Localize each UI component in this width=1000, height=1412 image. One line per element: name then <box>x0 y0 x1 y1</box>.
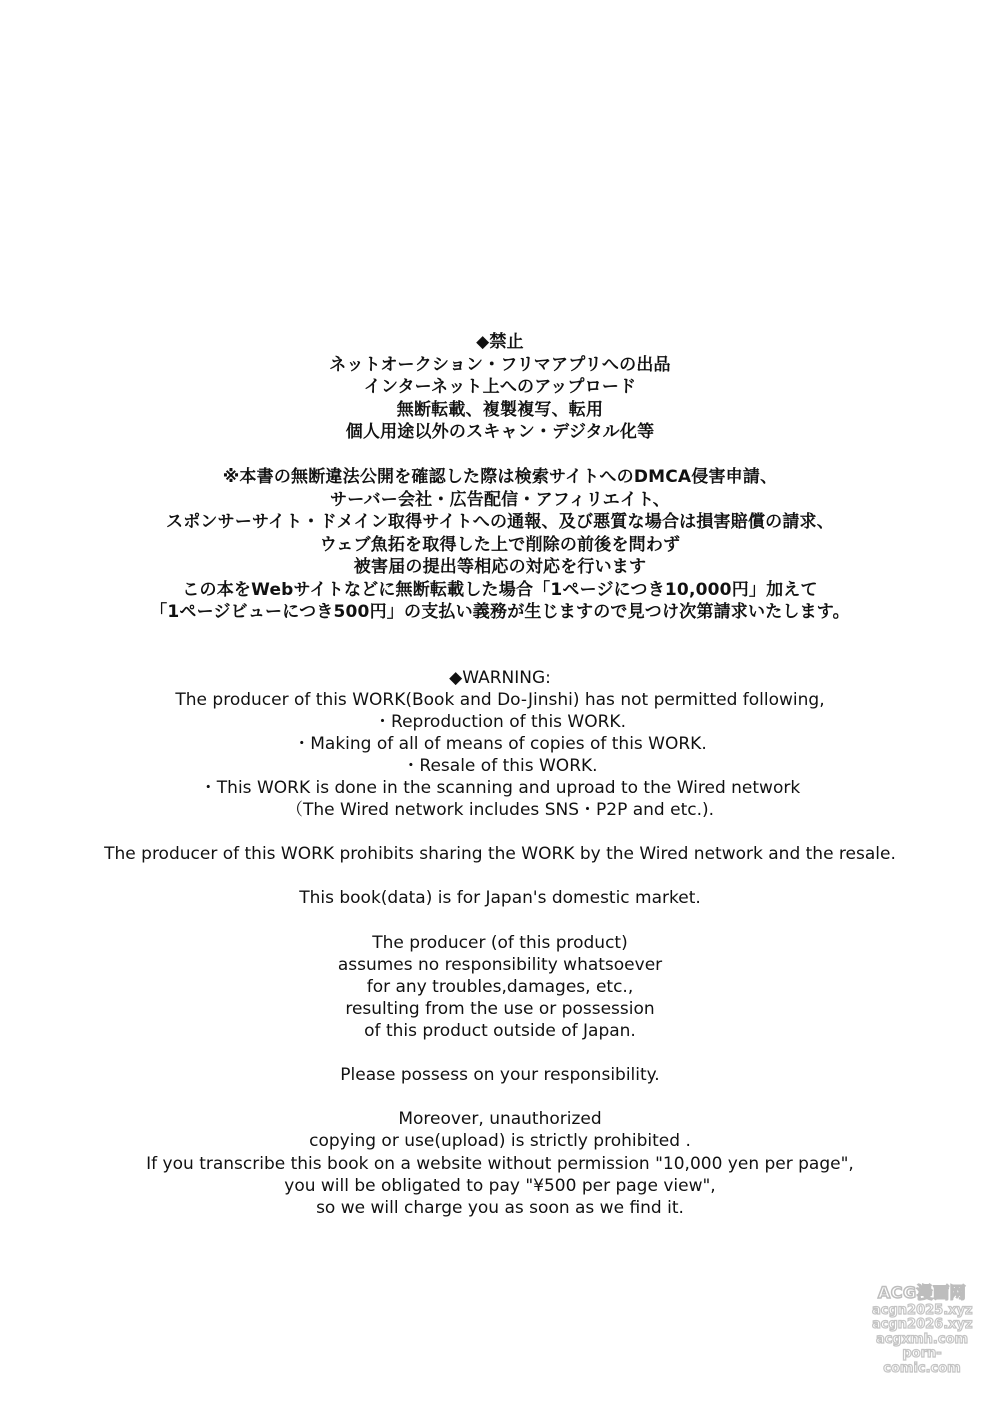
penalty-line: スポンサーサイト・ドメイン取得サイトへの通報、及び悪質な場合は損害賠償の請求、 <box>166 512 834 532</box>
moreover-line: If you transcribe this book on a website without permission "10,000 yen per page", <box>146 1153 854 1174</box>
spacer <box>0 910 1000 932</box>
prohibition-heading: ◆禁止 <box>476 332 524 352</box>
responsibility-line: of this product outside of Japan. <box>364 1021 636 1041</box>
prohibition-item: 個人用途以外のスキャン・デジタル化等 <box>345 422 655 442</box>
prohibition-item: インターネット上へのアップロード <box>363 377 637 397</box>
moreover-line: you will be obligated to pay "¥500 per page view", <box>284 1175 716 1196</box>
section-gap <box>0 624 1000 667</box>
site-watermark <box>872 1283 973 1376</box>
responsibility-line: resulting from the use or possession <box>345 998 655 1019</box>
warning-item: ・Reproduction of this WORK. <box>374 711 626 732</box>
prohibition-item: 無断転載、複製複写、転用 <box>396 399 604 420</box>
responsibility-line: The producer (of this product) <box>372 932 628 953</box>
moreover-line: so we will charge you as soon as we find it. <box>316 1197 684 1218</box>
warning-intro: The producer of this WORK(Book and Do-Jinshi) has not permitted following, <box>175 689 825 710</box>
possess-responsibility-text: Please possess on your responsibility. <box>340 1065 660 1086</box>
warning-item: （The Wired network includes SNS・P2P and etc.). <box>285 800 715 821</box>
penalty-line: ※本書の無断違法公開を確認した際は検索サイトへのDMCA侵害申請、 <box>222 467 778 487</box>
watermark-logo: ACG漫画网 <box>877 1283 967 1302</box>
spacer <box>0 865 1000 887</box>
japanese-notice <box>0 331 1000 624</box>
penalty-line: この本をWebサイトなどに無断転載した場合「1ページにつき10,000円」加えて <box>182 579 818 600</box>
watermark-domain: acgxmh.com <box>875 1331 969 1347</box>
penalty-line: サーバー会社・広告配信・アフィリエイト、 <box>330 489 670 510</box>
responsibility-line: for any troubles,damages, etc., <box>366 976 634 997</box>
warning-item: ・Resale of this WORK. <box>402 755 598 776</box>
prohibits-sharing-text: The producer of this WORK prohibits sharing the WORK by the Wired network and the resale. <box>104 844 896 865</box>
moreover-line: copying or use(upload) is strictly prohibited . <box>309 1131 691 1152</box>
spacer <box>0 1086 1000 1108</box>
spacer <box>0 821 1000 843</box>
notice-body <box>0 331 1000 1219</box>
warning-heading: ◆WARNING: <box>449 667 551 688</box>
penalty-line: ウェブ魚拓を取得した上で削除の前後を問わず <box>319 534 681 555</box>
penalty-line: 被害届の提出等相応の対応を行います <box>353 557 647 577</box>
penalty-line: 「1ページビューにつき500円」の支払い義務が生じますので見つけ次第請求いたします。 <box>150 602 850 622</box>
prohibition-item: ネットオークション・フリマアプリへの出品 <box>329 354 671 375</box>
watermark-domain: porn-comic.com <box>883 1346 961 1376</box>
spacer <box>0 1042 1000 1064</box>
watermark-domain: acgn2025.xyz <box>872 1302 973 1318</box>
spacer <box>0 444 1000 467</box>
responsibility-line: assumes no responsibility whatsoever <box>337 954 663 975</box>
warning-item: ・Making of all of means of copies of this WORK. <box>293 733 707 754</box>
moreover-line: Moreover, unauthorized <box>398 1109 602 1130</box>
english-notice <box>0 667 1000 1219</box>
warning-item: ・This WORK is done in the scanning and uproad to the Wired network <box>199 777 801 798</box>
watermark-domain: acgn2026.xyz <box>872 1317 973 1332</box>
domestic-market-text: This book(data) is for Japan's domestic market. <box>299 888 701 909</box>
